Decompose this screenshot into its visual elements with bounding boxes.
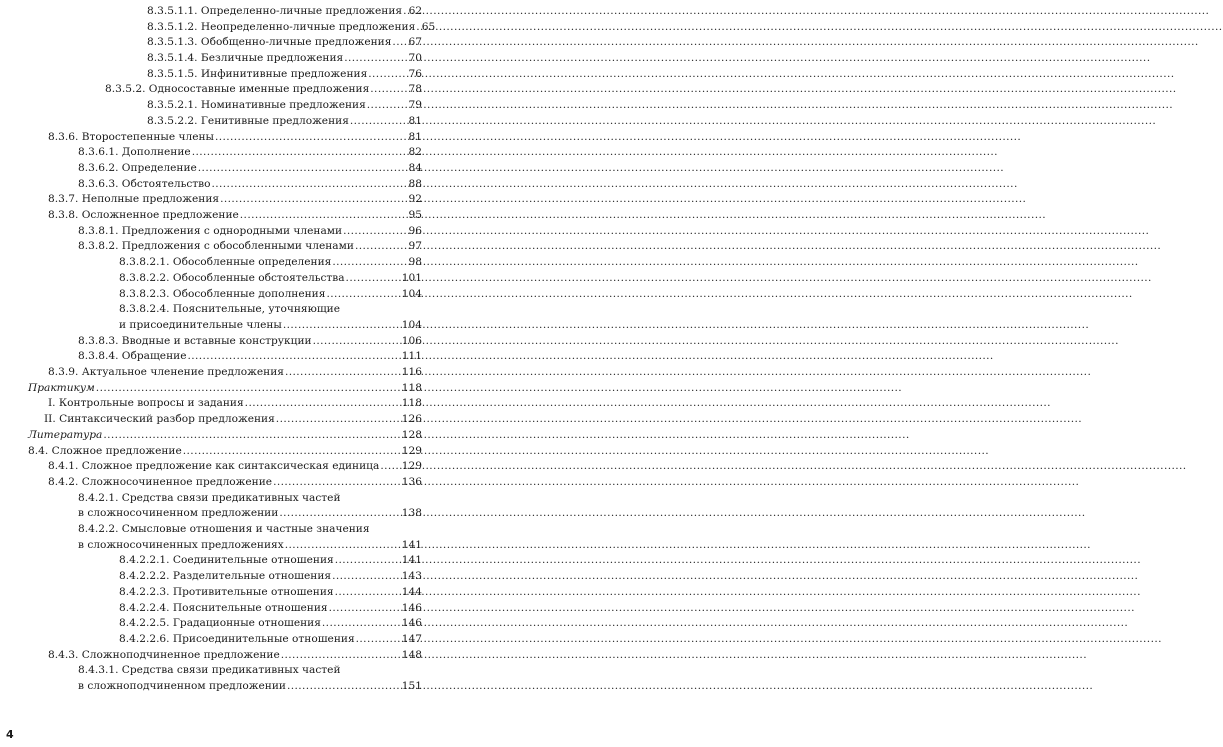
toc-entry: 8.3.8.2.1. Обособленные определения ..... 98 [119,255,422,271]
toc-entry: 8.3.8. Осложненное предложение ..... 95 [48,208,422,224]
toc-entry: 8.4.2.2.4. Пояснительные отношения ..... 146 [119,601,422,617]
toc-entry: Литература ..... 128 [28,428,422,444]
toc-entry: 8.4.3.1. Средства связи предикативных частей в сложноподчиненном предложении ..... 151 [78,663,422,694]
toc-entry: 8.3.6.1. Дополнение ..... 82 [78,145,422,161]
toc-entry: 8.3.6. Второстепенные члены ..... 81 [48,130,422,146]
toc-entry: 8.3.8.2.2. Обособленные обстоятельства ..... 101 [119,271,422,287]
toc-entry: 8.3.9. Актуальное членение предложения ..... 116 [48,365,422,381]
toc-entry: 8.3.5.1.3. Обобщенно-личные предложения ..... 67 [147,35,422,51]
toc-entry: 8.3.8.1. Предложения с однородными членами ..... 96 [78,224,422,240]
toc-entry: 8.4. Сложное предложение ..... 129 [28,444,422,460]
toc-entry: 8.4.2.1. Средства связи предикативных частей в сложносочиненном предложении ..... 138 [78,491,422,522]
toc-entry: 8.3.5.1.2. Неопределенно-личные предложения ..... 65 [147,20,422,36]
toc-entry: 8.4.2.2.1. Соединительные отношения ..... 141 [119,554,422,570]
toc-entry: 8.3.5.1.1. Определенно-личные предложения ..... 62 [147,4,422,20]
toc-entry: 8.4.2.2.5. Градационные отношения ..... 146 [119,616,422,632]
toc-entry: 8.4.2.2.3. Противительные отношения ..... 144 [119,585,422,601]
toc-entry: 8.3.8.2.3. Обособленные дополнения ..... 104 [119,287,422,303]
toc-entry: 8.3.8.2. Предложения с обособленными членами ..... 97 [78,240,422,256]
toc-entry: Практикум ..... 118 [28,381,422,397]
toc-entry: 8.4.2.2.2. Разделительные отношения ..... 143 [119,569,422,585]
toc-entry: 8.4.2. Сложносочиненное предложение ..... 136 [48,475,422,491]
toc-entry: 8.3.7. Неполные предложения ..... 92 [48,192,422,208]
page-number: 4 [6,728,14,741]
toc-entry: 8.3.8.4. Обращение ..... 111 [78,349,422,365]
toc-entry: 8.3.8.3. Вводные и вставные конструкции ..... 106 [78,334,422,350]
toc-entry: 8.4.2.2.6. Присоединительные отношения ..... 147 [119,632,422,648]
toc-entry: 8.3.5.2. Односоставные именные предложения ..... 78 [105,83,422,99]
toc-entry: 8.3.5.2.2. Генитивные предложения ..... 81 [147,114,422,130]
toc-entry: II. Синтаксический разбор предложения ..... 126 [44,412,422,428]
toc-entry: 8.3.6.3. Обстоятельство ..... 88 [78,177,422,193]
toc-entry: 8.3.6.2. Определение ..... 84 [78,161,422,177]
toc-entry: 8.4.2.2. Смысловые отношения и частные значения в сложносочиненных предложениях ..... 141 [78,522,422,553]
toc-entry: 8.3.5.1.4. Безличные предложения ..... 70 [147,51,422,67]
toc-entry: 8.3.5.1.5. Инфинитивные предложения ..... 76 [147,67,422,83]
toc-entry: 8.3.5.2.1. Номинативные предложения ..... 79 [147,98,422,114]
toc-entry: I. Контрольные вопросы и задания ..... 118 [48,397,422,413]
toc-entry: 8.3.8.2.4. Пояснительные, уточняющие и присоединительные члены ..... 104 [119,302,422,333]
toc-entry: 8.4.1. Сложное предложение как синтаксическая единица ..... 129 [48,459,422,475]
toc-entry: 8.4.3. Сложноподчиненное предложение ..... 148 [48,648,422,664]
